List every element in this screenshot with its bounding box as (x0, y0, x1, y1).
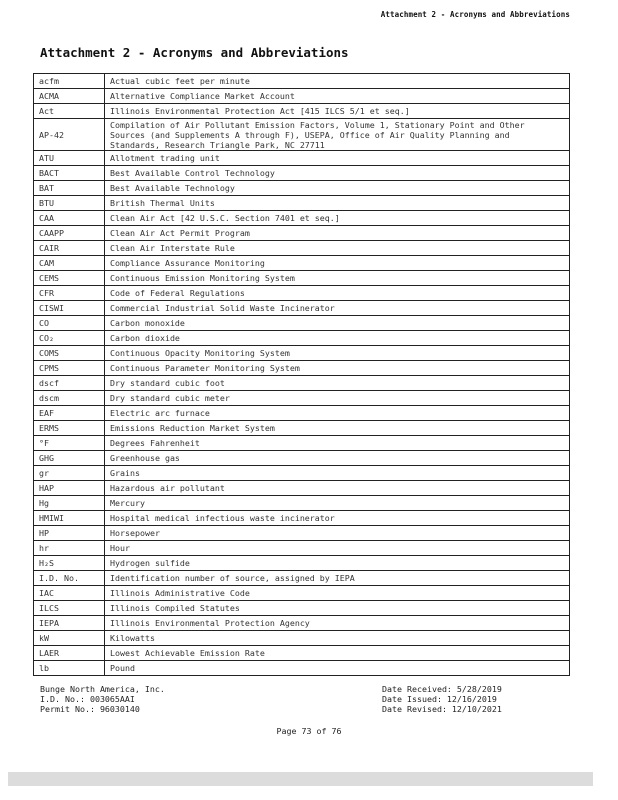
definition-cell: Carbon monoxide (105, 316, 570, 331)
document-title: Attachment 2 - Acronyms and Abbreviations (40, 45, 349, 60)
table-row (34, 119, 570, 151)
table-row (34, 346, 570, 361)
acronym-cell: GHG (34, 451, 105, 466)
acronym-cell: CEMS (34, 271, 105, 286)
acronym-cell: EAF (34, 406, 105, 421)
definition-cell: Allotment trading unit (105, 151, 570, 166)
definition-cell: Illinois Administrative Code (105, 586, 570, 601)
page-header: Attachment 2 - Acronyms and Abbreviations (380, 10, 570, 19)
permit-number: Permit No.: 96030140 (40, 704, 140, 714)
definition-cell: Pound (105, 661, 570, 676)
definition-cell: Hospital medical infectious waste incinerator (105, 511, 570, 526)
table-row (34, 376, 570, 391)
date-received: Date Received: 5/28/2019 (382, 684, 502, 694)
table-row (34, 526, 570, 541)
definition-cell: Compilation of Air Pollutant Emission Factors, Volume 1, Stationary Point and Other Sources (and Supplements A through F), USEPA, Office of Air Quality Planning and Standards, Research Triangle Park, NC 27711 (105, 119, 570, 151)
table-row (34, 301, 570, 316)
acronym-cell: hr (34, 541, 105, 556)
definition-cell: Greenhouse gas (105, 451, 570, 466)
acronym-cell: ACMA (34, 89, 105, 104)
acronym-cell: lb (34, 661, 105, 676)
table-row (34, 256, 570, 271)
table-row (34, 496, 570, 511)
acronym-cell: IEPA (34, 616, 105, 631)
definition-cell: Continuous Parameter Monitoring System (105, 361, 570, 376)
acronym-cell: CAA (34, 211, 105, 226)
definition-cell: Clean Air Act [42 U.S.C. Section 7401 et seq.] (105, 211, 570, 226)
table-row (34, 406, 570, 421)
table-row (34, 421, 570, 436)
table-row (34, 601, 570, 616)
acronym-table (33, 73, 570, 676)
definition-cell: Commercial Industrial Solid Waste Incinerator (105, 301, 570, 316)
acronym-cell: CO (34, 316, 105, 331)
definition-cell: Illinois Environmental Protection Act [415 ILCS 5/1 et seq.] (105, 104, 570, 119)
acronym-cell: CO₂ (34, 331, 105, 346)
definition-cell: Kilowatts (105, 631, 570, 646)
table-row (34, 631, 570, 646)
acronym-cell: dscm (34, 391, 105, 406)
table-row (34, 89, 570, 104)
definition-cell: Clean Air Interstate Rule (105, 241, 570, 256)
acronym-cell: Act (34, 104, 105, 119)
acronym-table-body (34, 74, 570, 676)
acronym-cell: CFR (34, 286, 105, 301)
acronym-cell: Hg (34, 496, 105, 511)
definition-cell: Clean Air Act Permit Program (105, 226, 570, 241)
table-row (34, 391, 570, 406)
definition-cell: Best Available Control Technology (105, 166, 570, 181)
acronym-cell: gr (34, 466, 105, 481)
table-row (34, 181, 570, 196)
definition-cell: Code of Federal Regulations (105, 286, 570, 301)
date-revised: Date Revised: 12/10/2021 (382, 704, 502, 714)
definition-cell: British Thermal Units (105, 196, 570, 211)
acronym-cell: LAER (34, 646, 105, 661)
table-row (34, 271, 570, 286)
acronym-cell: HAP (34, 481, 105, 496)
acronym-cell: BTU (34, 196, 105, 211)
table-row (34, 586, 570, 601)
table-row (34, 74, 570, 89)
definition-cell: Hazardous air pollutant (105, 481, 570, 496)
definition-cell: Horsepower (105, 526, 570, 541)
table-row (34, 616, 570, 631)
company-name: Bunge North America, Inc. (40, 684, 165, 694)
definition-cell: Dry standard cubic meter (105, 391, 570, 406)
definition-cell: Dry standard cubic foot (105, 376, 570, 391)
table-row (34, 511, 570, 526)
acronym-cell: COMS (34, 346, 105, 361)
table-row (34, 556, 570, 571)
acronym-cell: °F (34, 436, 105, 451)
table-row (34, 331, 570, 346)
acronym-cell: HMIWI (34, 511, 105, 526)
definition-cell: Best Available Technology (105, 181, 570, 196)
definition-cell: Identification number of source, assigned by IEPA (105, 571, 570, 586)
definition-cell: Continuous Emission Monitoring System (105, 271, 570, 286)
acronym-cell: BACT (34, 166, 105, 181)
table-row (34, 211, 570, 226)
definition-cell: Degrees Fahrenheit (105, 436, 570, 451)
table-row (34, 451, 570, 466)
acronym-cell: BAT (34, 181, 105, 196)
acronym-cell: ILCS (34, 601, 105, 616)
table-row (34, 661, 570, 676)
table-row (34, 481, 570, 496)
table-row (34, 646, 570, 661)
definition-cell: Hydrogen sulfide (105, 556, 570, 571)
acronym-cell: CISWI (34, 301, 105, 316)
definition-cell: Illinois Compiled Statutes (105, 601, 570, 616)
acronym-cell: H₂S (34, 556, 105, 571)
definition-cell: Emissions Reduction Market System (105, 421, 570, 436)
definition-cell: Actual cubic feet per minute (105, 74, 570, 89)
table-row (34, 241, 570, 256)
acronym-cell: IAC (34, 586, 105, 601)
definition-cell: Compliance Assurance Monitoring (105, 256, 570, 271)
table-row (34, 361, 570, 376)
acronym-cell: CPMS (34, 361, 105, 376)
footer-right (382, 684, 502, 714)
definition-cell: Grains (105, 466, 570, 481)
table-row (34, 166, 570, 181)
scan-edge-band (8, 772, 593, 786)
acronym-cell: dscf (34, 376, 105, 391)
definition-cell: Lowest Achievable Emission Rate (105, 646, 570, 661)
acronym-cell: CAIR (34, 241, 105, 256)
table-row (34, 466, 570, 481)
id-number: I.D. No.: 003065AAI (40, 694, 135, 704)
acronym-cell: CAM (34, 256, 105, 271)
table-row (34, 226, 570, 241)
definition-cell: Illinois Environmental Protection Agency (105, 616, 570, 631)
definition-cell: Continuous Opacity Monitoring System (105, 346, 570, 361)
definition-cell: Alternative Compliance Market Account (105, 89, 570, 104)
definition-cell: Mercury (105, 496, 570, 511)
footer-left (40, 684, 165, 714)
acronym-cell: ATU (34, 151, 105, 166)
table-row (34, 436, 570, 451)
definition-cell: Hour (105, 541, 570, 556)
date-issued: Date Issued: 12/16/2019 (382, 694, 497, 704)
table-row (34, 196, 570, 211)
acronym-cell: acfm (34, 74, 105, 89)
acronym-cell: I.D. No. (34, 571, 105, 586)
table-row (34, 316, 570, 331)
table-row (34, 286, 570, 301)
acronym-cell: CAAPP (34, 226, 105, 241)
definition-cell: Electric arc furnace (105, 406, 570, 421)
table-row (34, 571, 570, 586)
definition-cell: Carbon dioxide (105, 331, 570, 346)
table-row (34, 151, 570, 166)
acronym-cell: kW (34, 631, 105, 646)
page-number: Page 73 of 76 (276, 726, 342, 736)
acronym-cell: HP (34, 526, 105, 541)
table-row (34, 104, 570, 119)
acronym-cell: AP-42 (34, 119, 105, 151)
table-row (34, 541, 570, 556)
acronym-cell: ERMS (34, 421, 105, 436)
